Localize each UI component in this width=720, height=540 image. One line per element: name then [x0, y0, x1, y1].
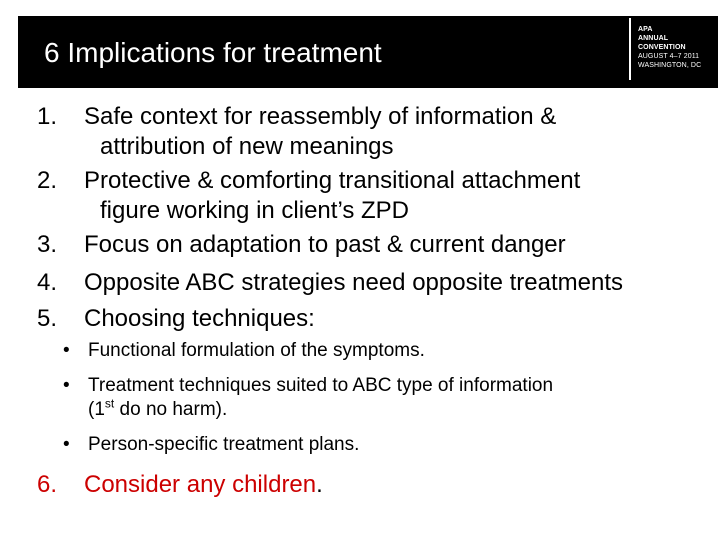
item-text: Opposite ABC strategies need opposite treatments [84, 269, 623, 296]
logo-line-2: ANNUAL [638, 35, 669, 42]
item-number: 3. [37, 231, 58, 258]
bullet-icon: • [63, 340, 70, 361]
sub-bullet-text [88, 374, 553, 422]
logo-line-4: AUGUST 4–7 2011 [638, 53, 700, 60]
bullet-icon: • [63, 434, 70, 455]
item-line-continued: figure working in client’s ZPD [100, 197, 410, 224]
cont-pre: (1 [88, 399, 105, 420]
logo-line-1: APA [638, 26, 653, 33]
cont-post: do no harm). [114, 399, 228, 420]
item-text [84, 470, 720, 500]
item-number: 4. [37, 269, 58, 296]
item-text: Focus on adaptation to past & current danger [84, 231, 566, 258]
sub-bullet-text: Functional formulation of the symptoms. [88, 340, 425, 361]
item-text [84, 166, 684, 226]
item-line: Safe context for reassembly of information & [84, 103, 557, 130]
item-text-main: Consider any children [84, 471, 317, 498]
slide-title: 6 Implications for treatment [44, 37, 382, 68]
logo-text [638, 25, 701, 70]
title-bar [18, 16, 718, 88]
item-line-continued: attribution of new meanings [100, 133, 394, 160]
logo-divider [629, 18, 631, 80]
item-number: 2. [37, 167, 58, 194]
apa-convention-logo [621, 16, 718, 88]
item-line: Protective & comforting transitional attachment [84, 167, 581, 194]
sub-bullet-text: Person-specific treatment plans. [88, 434, 360, 455]
sub-bullet-line: Treatment techniques suited to ABC type of information [88, 375, 554, 396]
sub-bullet-line-continued [88, 398, 553, 422]
item-number: 6. [37, 471, 58, 498]
logo-line-3: CONVENTION [638, 44, 686, 51]
item-text-suffix: . [316, 471, 323, 498]
item-text: Choosing techniques: [84, 305, 315, 332]
item-text [84, 102, 684, 162]
superscript: st [104, 396, 115, 411]
bullet-icon: • [63, 375, 70, 396]
item-number: 5. [37, 305, 58, 332]
item-number: 1. [37, 103, 58, 130]
logo-line-5: WASHINGTON, DC [638, 62, 702, 69]
